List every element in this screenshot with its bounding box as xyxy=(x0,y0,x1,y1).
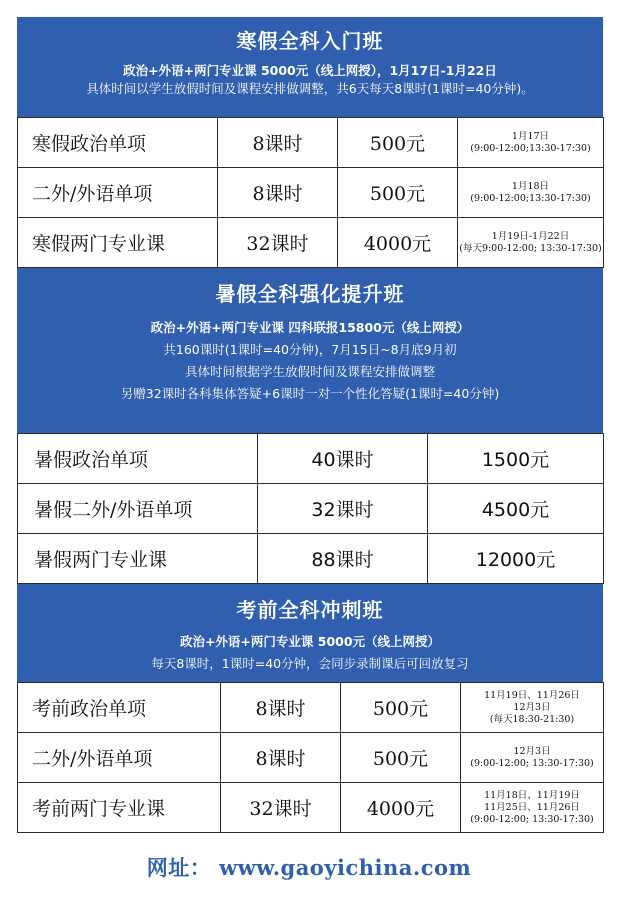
course-price: 500元 xyxy=(341,733,461,783)
course-hours: 8课时 xyxy=(221,733,341,783)
schedule-line: (每天9:00-12:00; 13:30-17:30) xyxy=(459,242,602,254)
table-row xyxy=(18,168,604,218)
course-schedule xyxy=(461,683,604,733)
schedule-line: (9:00-12:00;13:30-17:30) xyxy=(470,192,591,204)
sprint-line2: 每天8课时，1课时=40分钟，会同步录制课后可回放复习 xyxy=(151,656,469,671)
course-price: 4500元 xyxy=(428,484,604,534)
course-name: 暑假二外/外语单项 xyxy=(18,484,258,534)
summer-line2: 共160课时(1课时=40分钟)，7月15日~8月底9月初 xyxy=(163,342,457,357)
sprint-title: 考前全科冲刺班 xyxy=(236,598,384,622)
course-hours: 32课时 xyxy=(258,484,428,534)
table-row xyxy=(18,218,604,268)
winter-title: 寒假全科入门班 xyxy=(236,29,384,53)
summer-header xyxy=(17,268,603,433)
course-name: 二外/外语单项 xyxy=(18,733,221,783)
course-price: 1500元 xyxy=(428,434,604,484)
table-row xyxy=(18,783,604,833)
course-name: 寒假两门专业课 xyxy=(18,218,218,268)
winter-header xyxy=(17,17,603,117)
schedule-line: (9:00-12:00; 13:30-17:30) xyxy=(470,757,594,769)
course-name: 考前两门专业课 xyxy=(18,783,221,833)
schedule-line: 1月19日-1月22日 xyxy=(491,230,570,242)
table-row xyxy=(18,434,604,484)
sprint-line1: 政治+外语+两门专业课 5000元（线上网授） xyxy=(179,634,441,649)
course-price: 4000元 xyxy=(338,218,458,268)
summer-line3: 具体时间根据学生放假时间及课程安排做调整 xyxy=(184,364,435,379)
schedule-line: (9:00-12:00; 13:30-17:30) xyxy=(470,813,594,825)
schedule-line: 11月18日、11月19日 xyxy=(484,789,580,801)
course-flyer xyxy=(17,17,603,833)
course-schedule xyxy=(458,118,604,168)
table-row xyxy=(18,484,604,534)
summer-table xyxy=(17,433,604,584)
table-row xyxy=(18,118,604,168)
winter-table xyxy=(17,117,604,268)
course-name: 考前政治单项 xyxy=(18,683,221,733)
course-hours: 88课时 xyxy=(258,534,428,584)
course-name: 暑假政治单项 xyxy=(18,434,258,484)
schedule-line: 11月19日、11月26日 xyxy=(484,689,580,701)
sprint-table xyxy=(17,682,604,833)
course-name: 寒假政治单项 xyxy=(18,118,218,168)
summer-title: 暑假全科强化提升班 xyxy=(215,282,405,306)
course-price: 12000元 xyxy=(428,534,604,584)
course-hours: 8课时 xyxy=(221,683,341,733)
table-row xyxy=(18,534,604,584)
course-name: 二外/外语单项 xyxy=(18,168,218,218)
schedule-line: 12月3日 xyxy=(513,701,551,713)
course-name: 暑假两门专业课 xyxy=(18,534,258,584)
table-row xyxy=(18,683,604,733)
course-hours: 32课时 xyxy=(221,783,341,833)
schedule-line: 1月18日 xyxy=(511,180,550,192)
website-link[interactable]: 网址： www.gaoyichina.com xyxy=(146,855,472,880)
course-schedule xyxy=(458,168,604,218)
course-hours: 40课时 xyxy=(258,434,428,484)
course-hours: 8课时 xyxy=(218,168,338,218)
summer-line1: 政治+外语+两门专业课 四科联报15800元（线上网授） xyxy=(150,320,470,335)
winter-line1: 政治+外语+两门专业课 5000元（线上网授），1月17日-1月22日 xyxy=(123,63,497,78)
course-hours: 8课时 xyxy=(218,118,338,168)
course-price: 4000元 xyxy=(341,783,461,833)
schedule-line: 1月17日 xyxy=(511,130,550,142)
winter-line2: 具体时间以学生放假时间及课程安排做调整，共6天每天8课时(1课时=40分钟)。 xyxy=(86,81,534,96)
table-row xyxy=(18,733,604,783)
schedule-line: 11月25日、11月26日 xyxy=(484,801,580,813)
course-schedule xyxy=(458,218,604,268)
sprint-header xyxy=(17,584,603,682)
course-price: 500元 xyxy=(341,683,461,733)
summer-line4: 另赠32课时各科集体答疑+6课时一对一个性化答疑(1课时=40分钟) xyxy=(120,386,500,401)
course-hours: 32课时 xyxy=(218,218,338,268)
schedule-line: 12月3日 xyxy=(513,745,551,757)
course-price: 500元 xyxy=(338,168,458,218)
course-schedule xyxy=(461,783,604,833)
course-price: 500元 xyxy=(338,118,458,168)
schedule-line: (每天18:30-21:30) xyxy=(489,713,575,725)
course-schedule xyxy=(461,733,604,783)
schedule-line: (9:00-12:00;13:30-17:30) xyxy=(470,142,591,154)
